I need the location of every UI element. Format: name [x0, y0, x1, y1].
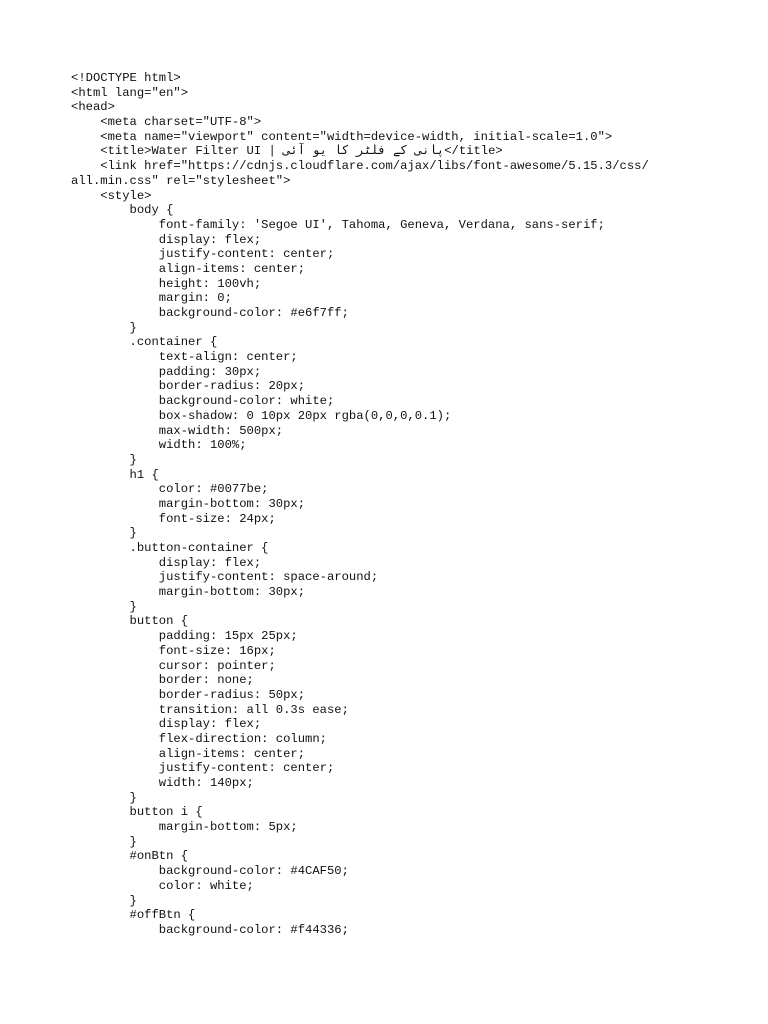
- code-line: <style>: [71, 188, 152, 203]
- code-line: #offBtn {: [71, 908, 196, 923]
- code-line: margin: 0;: [71, 291, 232, 306]
- code-line: border: none;: [71, 673, 254, 688]
- code-line: height: 100vh;: [71, 276, 262, 291]
- code-line: margin-bottom: 30px;: [71, 585, 306, 600]
- code-line: font-size: 16px;: [71, 643, 276, 658]
- code-line: }: [71, 452, 137, 467]
- code-line: transition: all 0.3s ease;: [71, 702, 349, 717]
- code-line: box-shadow: 0 10px 20px rgba(0,0,0,0.1);: [71, 408, 452, 423]
- code-line: <head>: [71, 100, 115, 115]
- code-line: <title>Water Filter UI | پانی کے فلٹر کا یو آئی</title>: [71, 144, 503, 159]
- code-line: background-color: white;: [71, 394, 335, 409]
- code-line: .container {: [71, 335, 218, 350]
- code-line: justify-content: space-around;: [71, 570, 379, 585]
- code-line: all.min.css" rel="stylesheet">: [71, 173, 291, 188]
- code-line: text-align: center;: [71, 350, 298, 365]
- code-line: flex-direction: column;: [71, 731, 327, 746]
- code-line: <link href="https://cdnjs.cloudflare.com/ajax/libs/font-awesome/5.15.3/css/: [71, 159, 649, 174]
- code-line: button {: [71, 614, 189, 629]
- code-line: max-width: 500px;: [71, 423, 284, 438]
- code-line: margin-bottom: 30px;: [71, 496, 306, 511]
- code-line: background-color: #f44336;: [71, 922, 349, 937]
- code-line: font-family: 'Segoe UI', Tahoma, Geneva, Verdana, sans-serif;: [71, 217, 605, 232]
- code-listing: [71, 71, 751, 938]
- code-line: }: [71, 320, 137, 335]
- code-line: }: [71, 526, 137, 541]
- code-line: cursor: pointer;: [71, 658, 276, 673]
- code-line: padding: 15px 25px;: [71, 629, 298, 644]
- code-line: justify-content: center;: [71, 247, 335, 262]
- code-line: <html lang="en">: [71, 85, 189, 100]
- code-line: display: flex;: [71, 232, 262, 247]
- code-line: background-color: #e6f7ff;: [71, 306, 349, 320]
- code-line: background-color: #4CAF50;: [71, 864, 349, 879]
- code-line: <meta name="viewport" content="width=device-width, initial-scale=1.0">: [71, 129, 613, 144]
- code-line: color: white;: [71, 878, 254, 893]
- code-line: margin-bottom: 5px;: [71, 820, 298, 835]
- code-line: align-items: center;: [71, 746, 306, 761]
- code-line: display: flex;: [71, 717, 262, 732]
- code-line: button i {: [71, 805, 203, 820]
- code-line: display: flex;: [71, 555, 262, 570]
- code-line: }: [71, 834, 137, 849]
- code-line: font-size: 24px;: [71, 511, 276, 526]
- code-line: padding: 30px;: [71, 364, 262, 379]
- code-line: color: #0077be;: [71, 482, 269, 497]
- code-line: border-radius: 50px;: [71, 687, 306, 702]
- code-line: body {: [71, 203, 174, 218]
- code-line: align-items: center;: [71, 261, 306, 276]
- code-line: justify-content: center;: [71, 761, 335, 776]
- code-line: .button-container {: [71, 541, 269, 555]
- code-line: width: 140px;: [71, 776, 254, 790]
- code-line: width: 100%;: [71, 438, 247, 453]
- code-line: <!DOCTYPE html>: [71, 71, 181, 85]
- code-line: }: [71, 893, 137, 908]
- code-line: }: [71, 790, 137, 805]
- code-line: border-radius: 20px;: [71, 379, 306, 394]
- code-line: #onBtn {: [71, 849, 189, 864]
- code-line: h1 {: [71, 467, 159, 482]
- code-line: }: [71, 599, 137, 614]
- code-line: <meta charset="UTF-8">: [71, 115, 262, 130]
